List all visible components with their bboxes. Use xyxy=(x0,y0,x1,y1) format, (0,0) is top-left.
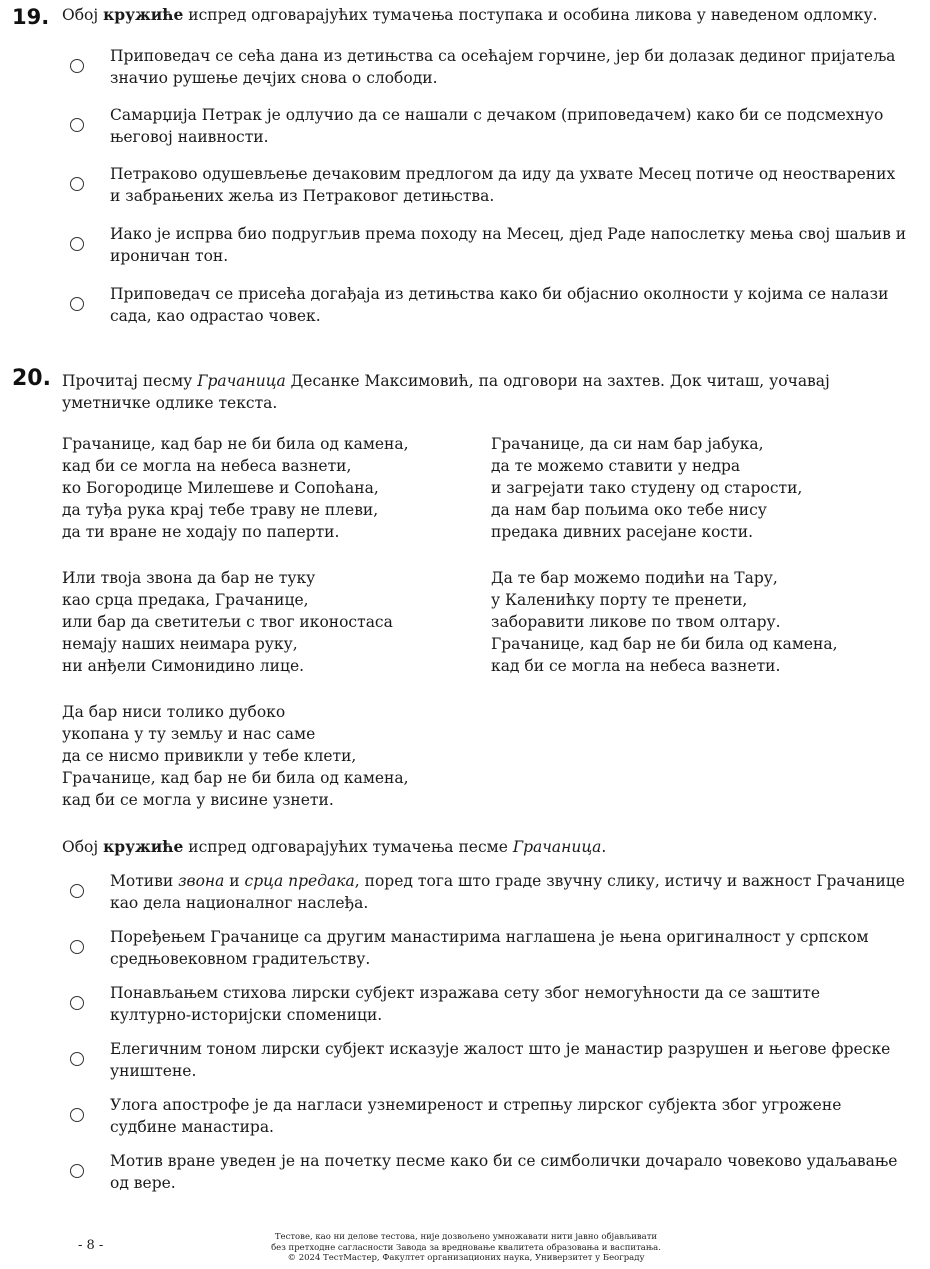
option-line: ироничан тон. xyxy=(110,247,229,265)
poem-line: Грачанице, кад бар не би била од камена, xyxy=(62,769,409,787)
poem-stanza xyxy=(62,701,409,811)
option-italic: срца предака xyxy=(244,872,355,890)
poem-title: Грачаница xyxy=(512,838,602,856)
prompt-bold-text: кружиће xyxy=(103,5,184,24)
poem-stanza xyxy=(491,567,838,677)
poem-line: кад би се могла на небеса вазнети. xyxy=(491,657,781,675)
poem-line: као срца предака, Грачанице, xyxy=(62,591,309,609)
answer-radio[interactable] xyxy=(70,177,84,191)
answer-radio[interactable] xyxy=(70,940,84,954)
poem-line: кад би се могла на небеса вазнети, xyxy=(62,457,352,475)
option-line: Улога апострофе је да нагласи узнемиреност и стрепњу лирског субјекта због угрожене xyxy=(110,1096,842,1114)
prompt-bold-text: кружиће xyxy=(103,837,184,856)
copyright-line: © 2024 ТестМастер, Факултет организационих наука, Универзитет у Београду xyxy=(287,1253,645,1263)
option-line: Петраково одушевљење дечаковим предлогом да иду да ухвате Месец потиче од неостварених xyxy=(110,165,896,183)
option-line: од вере. xyxy=(110,1174,176,1192)
poem-line: Да бар ниси толико дубоко xyxy=(62,703,286,721)
answer-radio[interactable] xyxy=(70,59,84,73)
question-prompt xyxy=(62,4,922,26)
page-number: - 8 - xyxy=(78,1238,104,1253)
question-number: 19. xyxy=(12,5,50,29)
option-line: значио рушење дечјих снова о слободи. xyxy=(110,69,438,87)
answer-radio[interactable] xyxy=(70,1052,84,1066)
answer-radio[interactable] xyxy=(70,1108,84,1122)
intro-text: уметничке одлике текста. xyxy=(62,394,278,412)
copyright-line: без претходне сагласности Завода за вредновање квалитета образовања и васпитања. xyxy=(271,1242,661,1253)
option-text: , поред тога што граде звучну слику, истичу и важност Грачанице xyxy=(354,872,905,890)
poem-line: Грачанице, кад бар не би била од камена, xyxy=(491,635,838,653)
option-line: Елегичним тоном лирски субјект исказује жалост што је манастир разрушен и његове фреске xyxy=(110,1040,891,1058)
option-line: Иако је испрва био подругљив према походу на Месец, дјед Раде напослетку мења свој шаљив и xyxy=(110,225,907,243)
poem-line: да нам бар пољима око тебе нису xyxy=(491,501,767,519)
answer-radio[interactable] xyxy=(70,884,84,898)
question-intro xyxy=(62,370,922,414)
option-line: и забрањених жеља из Петраковог детињства. xyxy=(110,187,495,205)
poem-line: или бар да светитељи с твог иконостаса xyxy=(62,613,393,631)
option-text: и xyxy=(224,872,245,890)
poem-line: Грачанице, кад бар не би била од камена, xyxy=(62,435,409,453)
answer-radio[interactable] xyxy=(70,297,84,311)
poem-stanza xyxy=(491,433,802,543)
poem-line: заборавити ликове по твом олтару. xyxy=(491,613,781,631)
poem-stanza xyxy=(62,567,393,677)
prompt-text: Обој xyxy=(62,838,104,856)
option-line: културно-историјски споменици. xyxy=(110,1006,383,1024)
option-line: сада, као одрастао човек. xyxy=(110,307,321,325)
poem-stanza xyxy=(62,433,409,543)
answer-radio[interactable] xyxy=(70,1164,84,1178)
option-italic: звона xyxy=(178,872,225,890)
poem-line: да те можемо ставити у недра xyxy=(491,457,741,475)
poem-line: да ти вране не ходају по паперти. xyxy=(62,523,340,541)
poem-title: Грачаница xyxy=(197,372,286,390)
poem-line: Грачанице, да си нам бар јабука, xyxy=(491,435,764,453)
option-line: Самарџија Петрак је одлучио да се нашали с дечаком (приповедачем) како би се подсмехнуо xyxy=(110,106,884,124)
option-line: као дела националног наслеђа. xyxy=(110,894,369,912)
option-line: Понављањем стихова лирски субјект изражава сету због немогућности да се заштите xyxy=(110,984,821,1002)
option-text: Мотиви xyxy=(110,872,179,890)
poem-line: Да те бар можемо подићи на Тару, xyxy=(491,569,778,587)
poem-line: да се нисмо привикли у тебе клети, xyxy=(62,747,357,765)
option-line: средњовековном градитељству. xyxy=(110,950,371,968)
copyright-line: Тестове, као ни делове тестова, није дозвољено умножавати нити јавно објављивати xyxy=(274,1232,658,1242)
option-line: његовој наивности. xyxy=(110,128,269,146)
answer-radio[interactable] xyxy=(70,996,84,1010)
question-number: 20. xyxy=(12,366,51,391)
poem-line: укопана у ту земљу и нас саме xyxy=(62,725,316,743)
answer-radio[interactable] xyxy=(70,118,84,132)
option-line: уништене. xyxy=(110,1062,197,1080)
option-line: судбине манастира. xyxy=(110,1118,274,1136)
prompt-text: . xyxy=(601,838,607,856)
poem-line: и загрејати тако студену од старости, xyxy=(491,479,803,497)
answer-radio[interactable] xyxy=(70,237,84,251)
option-line: Поређењем Грачанице са другим манастирима наглашена је њена оригиналност у српском xyxy=(110,928,869,946)
poem-line: предака дивних расејане кости. xyxy=(491,523,754,541)
option-line: Приповедач се сећа дана из детињства са осећајем горчине, јер би долазак дединог пријатеља xyxy=(110,47,896,65)
poem-line: немају наших неимара руку, xyxy=(62,635,298,653)
prompt-text: испред одговарајућих тумачења песме xyxy=(183,838,513,856)
poem-line: у Каленићку порту те пренети, xyxy=(491,591,748,609)
poem-line: да туђа рука крај тебе траву не плеви, xyxy=(62,501,379,519)
copyright-note xyxy=(200,1232,732,1264)
prompt-text: Обој xyxy=(62,6,104,24)
poem-line: ни анђели Симонидино лице. xyxy=(62,657,305,675)
option-line: Мотив вране уведен је на почетку песме како би се симболички дочарало човеково удаљавање xyxy=(110,1152,898,1170)
poem-line: Или твоја звона да бар не туку xyxy=(62,569,316,587)
prompt-text: испред одговарајућих тумачења поступака и особина ликова у наведеном одломку. xyxy=(183,6,878,24)
poem-line: ко Богородице Милешеве и Сопоћана, xyxy=(62,479,379,497)
intro-text: Прочитај песму xyxy=(62,372,198,390)
poem-line: кад би се могла у висине узнети. xyxy=(62,791,334,809)
option-line: Приповедач се присећа догађаја из детињства како би објаснио околности у којима се налази xyxy=(110,285,889,303)
intro-text: Десанке Максимовић, па одговори на захтев. Док читаш, уочавај xyxy=(285,372,830,390)
question-prompt xyxy=(62,836,922,858)
